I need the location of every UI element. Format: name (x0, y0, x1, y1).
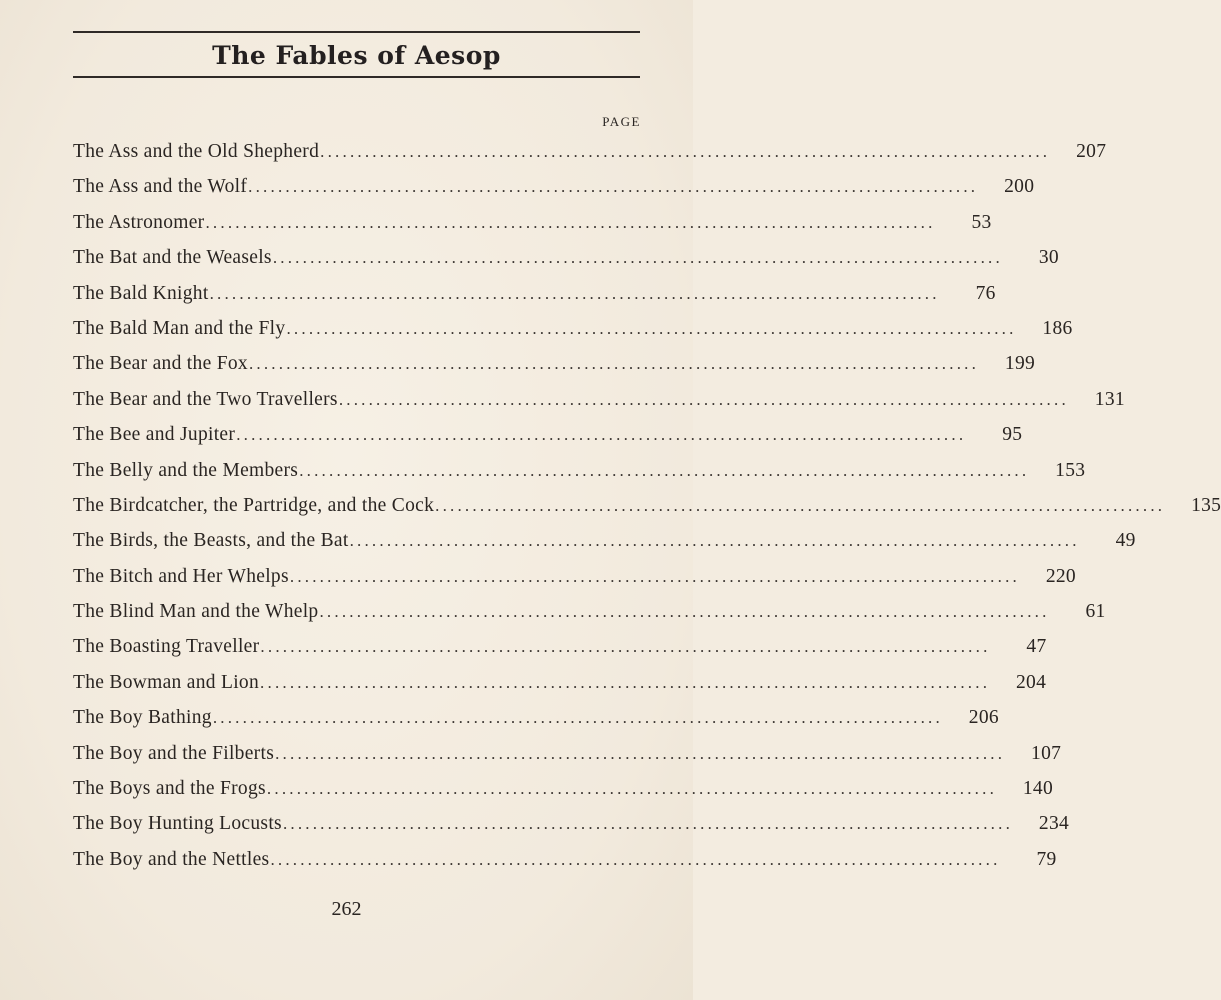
toc-entry (73, 806, 1070, 841)
toc-entry-page: 206 (968, 707, 999, 729)
toc-entry-title: The Bitch and Her Whelps (73, 565, 289, 587)
toc-dot-leader: .................................................................................................. (260, 637, 991, 657)
toc-entry (73, 559, 1076, 594)
toc-entry (73, 453, 1086, 488)
toc-entry-title: The Blind Man and the Whelp (73, 601, 319, 623)
toc-entry-title: The Boy and the Filberts (73, 742, 275, 764)
toc-entry-title: The Bowman and Lion (73, 671, 260, 693)
toc-dot-leader: .................................................................................................. (266, 779, 998, 799)
toc-entry-page: 30 (1038, 247, 1059, 269)
toc-entry-title: The Bald Knight (73, 282, 209, 304)
header-rule-bottom (73, 76, 640, 78)
toc-entry-page: 200 (1004, 176, 1035, 198)
toc-entry (73, 134, 1107, 169)
toc-dot-leader: .................................................................................................. (212, 708, 943, 728)
toc-entry (73, 523, 1136, 558)
running-head-title: The Fables of Aesop (212, 41, 501, 70)
toc-entry-page: 140 (1022, 778, 1054, 800)
toc-entry (73, 736, 1062, 771)
toc-entry-page: 153 (1055, 459, 1086, 481)
toc-dot-leader: .................................................................................................. (209, 283, 940, 303)
table-of-contents (73, 134, 1221, 877)
toc-entry (73, 842, 1057, 877)
toc-entry-title: The Astronomer (73, 211, 205, 233)
toc-entry-title: The Birdcatcher, the Partridge, and the Cock (73, 494, 435, 516)
toc-entry (73, 240, 1059, 275)
toc-dot-leader: .................................................................................................. (275, 743, 1006, 763)
toc-entry-title: The Bald Man and the Fly (73, 317, 286, 339)
toc-entry-title: The Ass and the Wolf (73, 176, 248, 198)
toc-entry-title: The Boy Bathing (73, 707, 212, 729)
toc-entry-page: 204 (1016, 671, 1047, 693)
toc-entry-title: The Boy Hunting Locusts (73, 813, 282, 835)
toc-entry (73, 771, 1054, 806)
toc-entry (73, 311, 1073, 346)
toc-entry-page: 95 (1002, 424, 1023, 446)
toc-dot-leader: .................................................................................................. (338, 389, 1069, 409)
toc-entry-page: 220 (1045, 565, 1076, 587)
toc-entry-title: The Bee and Jupiter (73, 424, 236, 446)
toc-dot-leader: .................................................................................................. (289, 566, 1020, 586)
toc-entry (73, 665, 1047, 700)
toc-dot-leader: .................................................................................................. (320, 142, 1051, 161)
toc-dot-leader: .................................................................................................. (319, 602, 1050, 622)
toc-entry (73, 276, 996, 311)
toc-entry (73, 417, 1023, 452)
toc-entry (73, 169, 1035, 204)
toc-entry (73, 629, 1047, 664)
toc-entry-page: 207 (1076, 141, 1107, 162)
toc-entry-title: The Boy and the Nettles (73, 848, 270, 870)
toc-entry-page: 186 (1042, 317, 1073, 339)
toc-entry-title: The Ass and the Old Shepherd (73, 141, 320, 162)
toc-entry-title: The Bear and the Fox (73, 353, 248, 375)
toc-entry (73, 700, 999, 735)
toc-dot-leader: .................................................................................................. (435, 495, 1166, 515)
toc-entry-page: 234 (1038, 813, 1070, 835)
page-column-label: PAGE (602, 114, 641, 129)
header-rule-top (73, 31, 640, 33)
toc-entry-title: The Boys and the Frogs (73, 778, 266, 800)
toc-entry-page: 76 (975, 282, 996, 304)
toc-dot-leader: .................................................................................................. (349, 531, 1080, 551)
toc-entry (73, 488, 1221, 523)
toc-entry-page: 107 (1031, 742, 1062, 764)
toc-entry (73, 594, 1106, 629)
toc-entry (73, 382, 1125, 417)
toc-entry-title: The Belly and the Members (73, 459, 299, 481)
toc-entry-page: 53 (971, 211, 992, 233)
toc-entry-page: 131 (1094, 388, 1125, 410)
toc-entry (73, 346, 1036, 381)
toc-dot-leader: .................................................................................................. (236, 425, 967, 445)
toc-entry-title: The Bear and the Two Travellers (73, 388, 338, 410)
toc-dot-leader: .................................................................................................. (248, 354, 980, 374)
toc-entry-title: The Bat and the Weasels (73, 247, 272, 269)
toc-dot-leader: .................................................................................................. (299, 460, 1030, 480)
toc-dot-leader: .................................................................................................. (205, 212, 936, 232)
page-number: 262 (331, 898, 362, 920)
toc-entry-page: 199 (1004, 353, 1036, 375)
toc-dot-leader: .................................................................................................. (272, 248, 1003, 268)
toc-entry-page: 135 (1191, 494, 1221, 516)
toc-dot-leader: .................................................................................................. (248, 177, 979, 197)
toc-entry-title: The Boasting Traveller (73, 636, 260, 658)
toc-dot-leader: .................................................................................................. (260, 672, 991, 692)
toc-entry (73, 205, 992, 240)
toc-entry-page: 49 (1115, 530, 1136, 552)
toc-entry-title: The Birds, the Beasts, and the Bat (73, 530, 349, 552)
toc-entry-page: 61 (1085, 601, 1106, 623)
toc-dot-leader: .................................................................................................. (286, 318, 1017, 338)
toc-dot-leader: .................................................................................................. (270, 849, 1001, 869)
toc-entry-page: 79 (1036, 848, 1057, 870)
toc-dot-leader: .................................................................................................. (282, 814, 1014, 834)
toc-entry-page: 47 (1026, 636, 1047, 658)
